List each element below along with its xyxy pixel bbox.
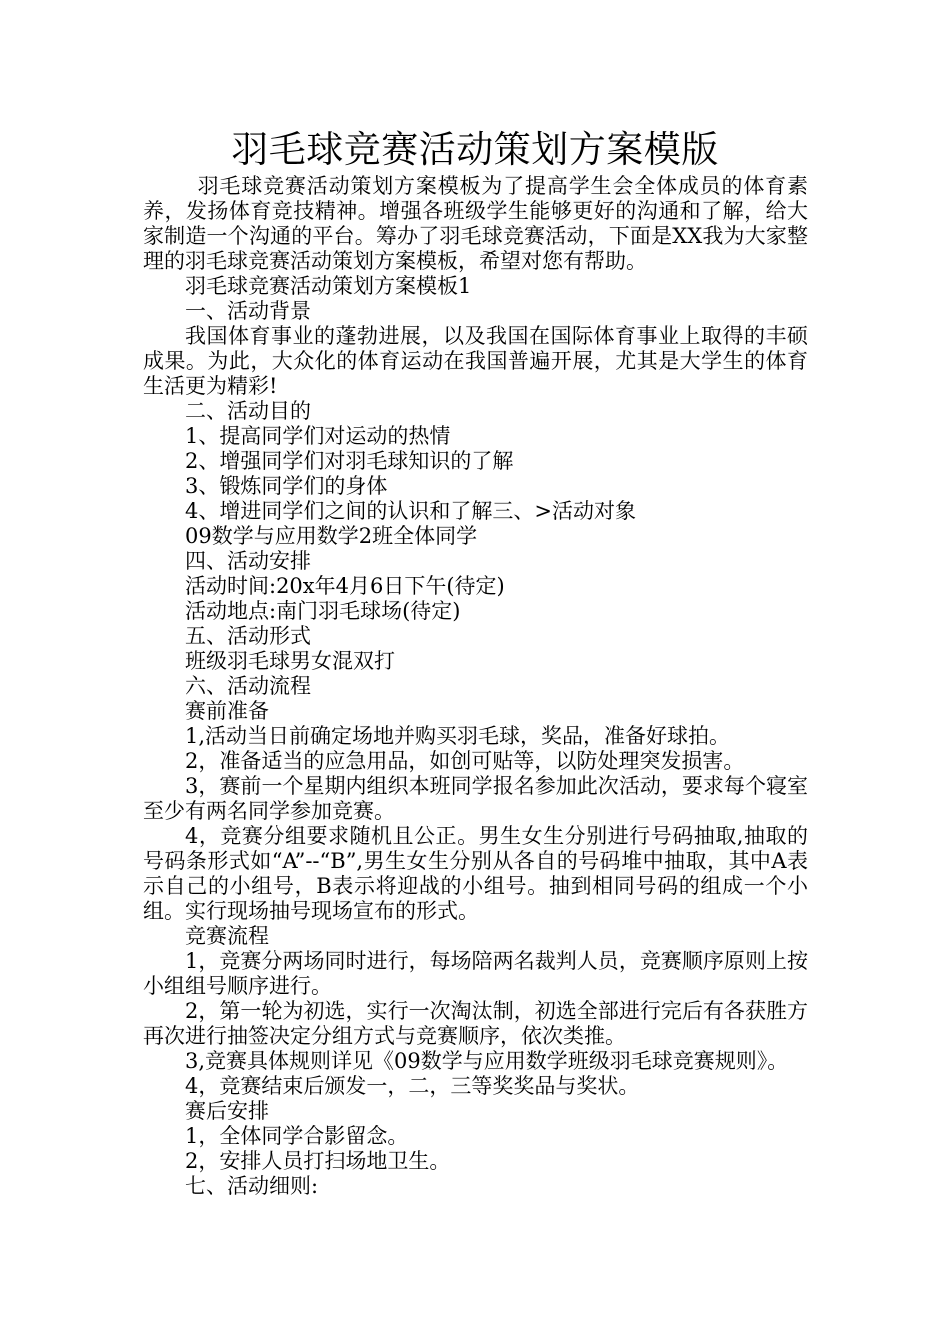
section-heading: 四、活动安排 xyxy=(185,549,311,573)
list-item: 1，竞赛分两场同时进行，每场陪两名裁判人员，竞赛顺序原则上按小组组号顺序进行。 xyxy=(143,949,808,998)
list-item: 3、锻炼同学们的身体 xyxy=(185,474,388,498)
list-item: 3,竞赛具体规则详见《09数学与应用数学班级羽毛球竞赛规则》。 xyxy=(185,1049,789,1073)
paragraph: 活动时间:20x年4月6日下午(待定) xyxy=(185,574,505,598)
section-heading: 七、活动细则: xyxy=(185,1174,319,1198)
list-item: 2，安排人员打扫场地卫生。 xyxy=(185,1149,451,1173)
sub-heading: 竞赛流程 xyxy=(185,924,269,948)
section-heading: 五、活动形式 xyxy=(185,624,311,648)
sub-heading: 赛前准备 xyxy=(185,699,269,723)
list-item: 1,活动当日前确定场地并购买羽毛球，奖品，准备好球拍。 xyxy=(185,724,731,748)
document-title: 羽毛球竞赛活动策划方案模版 xyxy=(231,128,719,171)
paragraph: 班级羽毛球男女混双打 xyxy=(185,649,395,673)
paragraph: 活动地点:南门羽毛球场(待定) xyxy=(185,599,461,623)
list-item: 4，竞赛分组要求随机且公正。男生女生分别进行号码抽取,抽取的号码条形式如“A”--“B”,男生女生分别从各自的号码堆中抽取，其中A表示自己的小组号，B表示将迎战的小组号。抽到相同号码的组成一个小组。实行现场抽号现场宣布的形式。 xyxy=(143,824,809,923)
list-item: 1、提高同学们对运动的热情 xyxy=(185,424,451,448)
paragraph: 我国体育事业的蓬勃进展，以及我国在国际体育事业上取得的丰硕成果。为此，大众化的体育运动在我国普遍开展，尤其是大学生的体育生活更为精彩! xyxy=(143,324,808,398)
section-heading: 六、活动流程 xyxy=(185,674,311,698)
section-heading: 二、活动目的 xyxy=(185,399,311,423)
list-item: 2，准备适当的应急用品，如创可贴等，以防处理突发损害。 xyxy=(185,749,745,773)
section-subtitle: 羽毛球竞赛活动策划方案模板1 xyxy=(185,274,472,298)
list-item: 2，第一轮为初选，实行一次淘汰制，初选全部进行完后有各获胜方再次进行抽签决定分组方式与竞赛顺序，依次类推。 xyxy=(143,999,808,1048)
list-item: 2、增强同学们对羽毛球知识的了解 xyxy=(185,449,514,473)
section-heading: 一、活动背景 xyxy=(185,299,311,323)
sub-heading: 赛后安排 xyxy=(185,1099,269,1123)
intro-paragraph: 羽毛球竞赛活动策划方案模板为了提高学生会全体成员的体育素养，发扬体育竞技精神。增强各班级学生能够更好的沟通和了解，给大家制造一个沟通的平台。筹办了羽毛球竞赛活动，下面是XX我为大家整理的羽毛球竞赛活动策划方案模板，希望对您有帮助。 xyxy=(143,174,808,273)
document-body xyxy=(143,174,808,1199)
list-item: 1，全体同学合影留念。 xyxy=(185,1124,409,1148)
list-item: 3，赛前一个星期内组织本班同学报名参加此次活动，要求每个寝室至少有两名同学参加竞赛。 xyxy=(143,774,808,823)
list-item: 4，竞赛结束后颁发一，二，三等奖奖品与奖状。 xyxy=(185,1074,640,1098)
paragraph: 09数学与应用数学2班全体同学 xyxy=(185,524,478,548)
list-item: 4、增进同学们之间的认识和了解三、>活动对象 xyxy=(185,499,636,523)
